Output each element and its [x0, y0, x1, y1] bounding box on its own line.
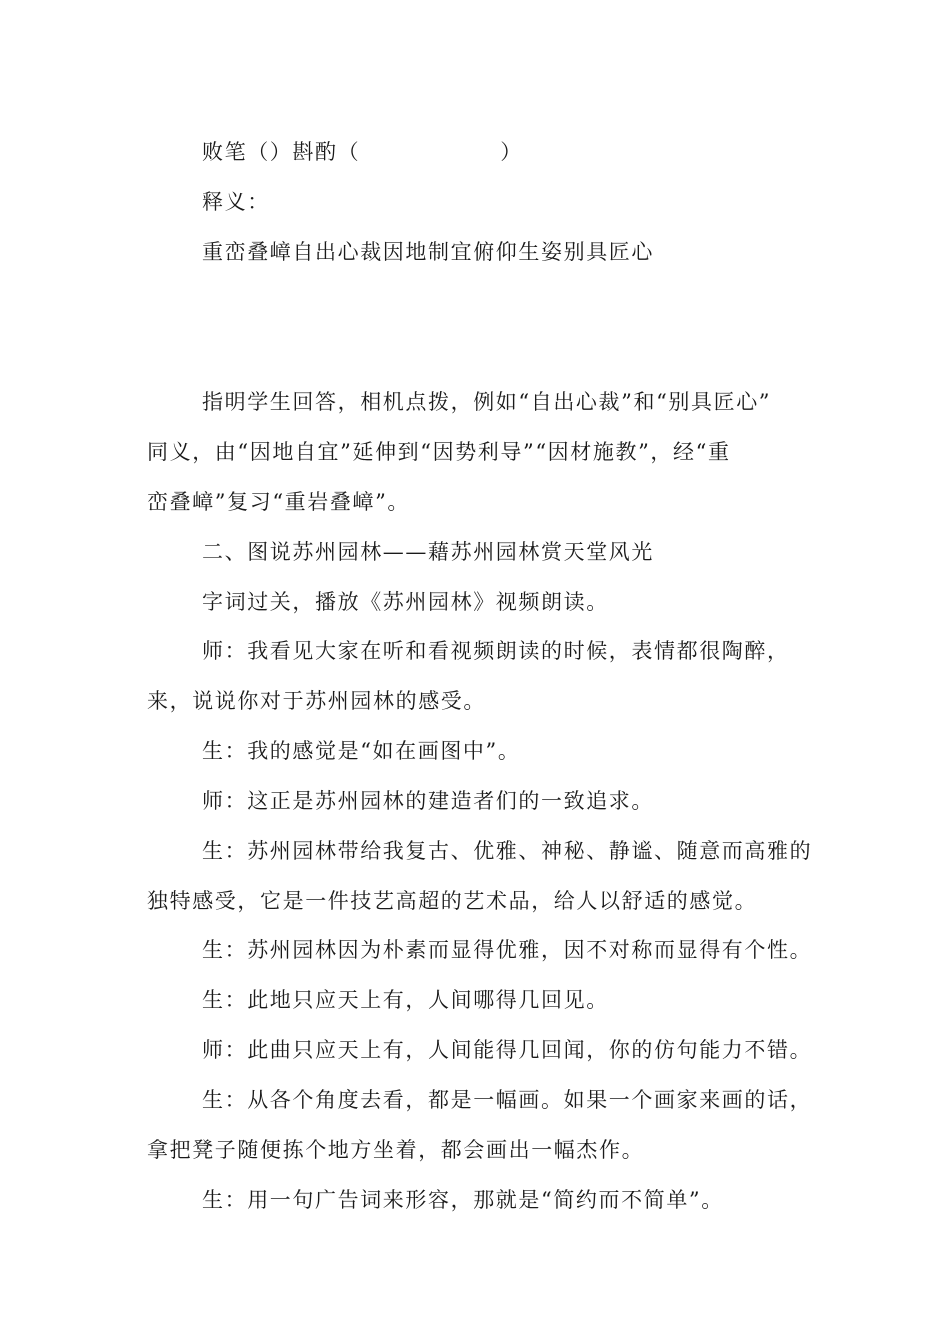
student-line: 生：用一句广告词来形容，那就是“简约而不简单”。 [202, 1188, 724, 1212]
teacher-line: 师：这正是苏州园林的建造者们的一致追求。 [202, 789, 654, 813]
student-line: 拿把凳子随便拣个地方坐着，都会画出一幅杰作。 [147, 1138, 645, 1162]
student-line: 生：苏州园林带给我复古、优雅、神秘、静谧、随意而高雅的 [202, 839, 813, 863]
section-heading: 二、图说苏州园林——藉苏州园林赏天堂风光 [202, 540, 654, 564]
vocab-line-part2: ） [500, 140, 523, 164]
vocab-line-part1: 败笔（）斟酌（ [202, 140, 361, 164]
vocab-line [202, 139, 523, 165]
teacher-line: 来，说说你对于苏州园林的感受。 [147, 689, 486, 713]
paragraph-line: 指明学生回答，相机点拨，例如“自出心裁”和“别具匠心” [202, 390, 772, 414]
teacher-line: 师：此曲只应天上有，人间能得几回闻，你的仿句能力不错。 [202, 1038, 813, 1062]
student-line: 独特感受，它是一件技艺高超的艺术品，给人以舒适的感觉。 [147, 889, 758, 913]
definition-label: 释义： [202, 190, 270, 214]
paragraph-line: 峦叠嶂”复习“重岩叠嶂”。 [147, 490, 411, 514]
student-line: 生：我的感觉是“如在画图中”。 [202, 739, 521, 763]
paragraph-line: 同义，由“因地自宜”延伸到“因势利导”“因材施教”，经“重 [147, 440, 731, 464]
terms-line: 重峦叠嶂自出心裁因地制宜俯仰生姿别具匠心 [202, 240, 654, 264]
intro-line: 字词过关，播放《苏州园林》视频朗读。 [202, 590, 609, 614]
student-line: 生：此地只应天上有，人间哪得几回见。 [202, 988, 609, 1012]
teacher-line: 师：我看见大家在听和看视频朗读的时候，表情都很陶醉， [202, 639, 790, 663]
student-line: 生：从各个角度去看，都是一幅画。如果一个画家来画的话， [202, 1088, 813, 1112]
student-line: 生：苏州园林因为朴素而显得优雅，因不对称而显得有个性。 [202, 938, 813, 962]
